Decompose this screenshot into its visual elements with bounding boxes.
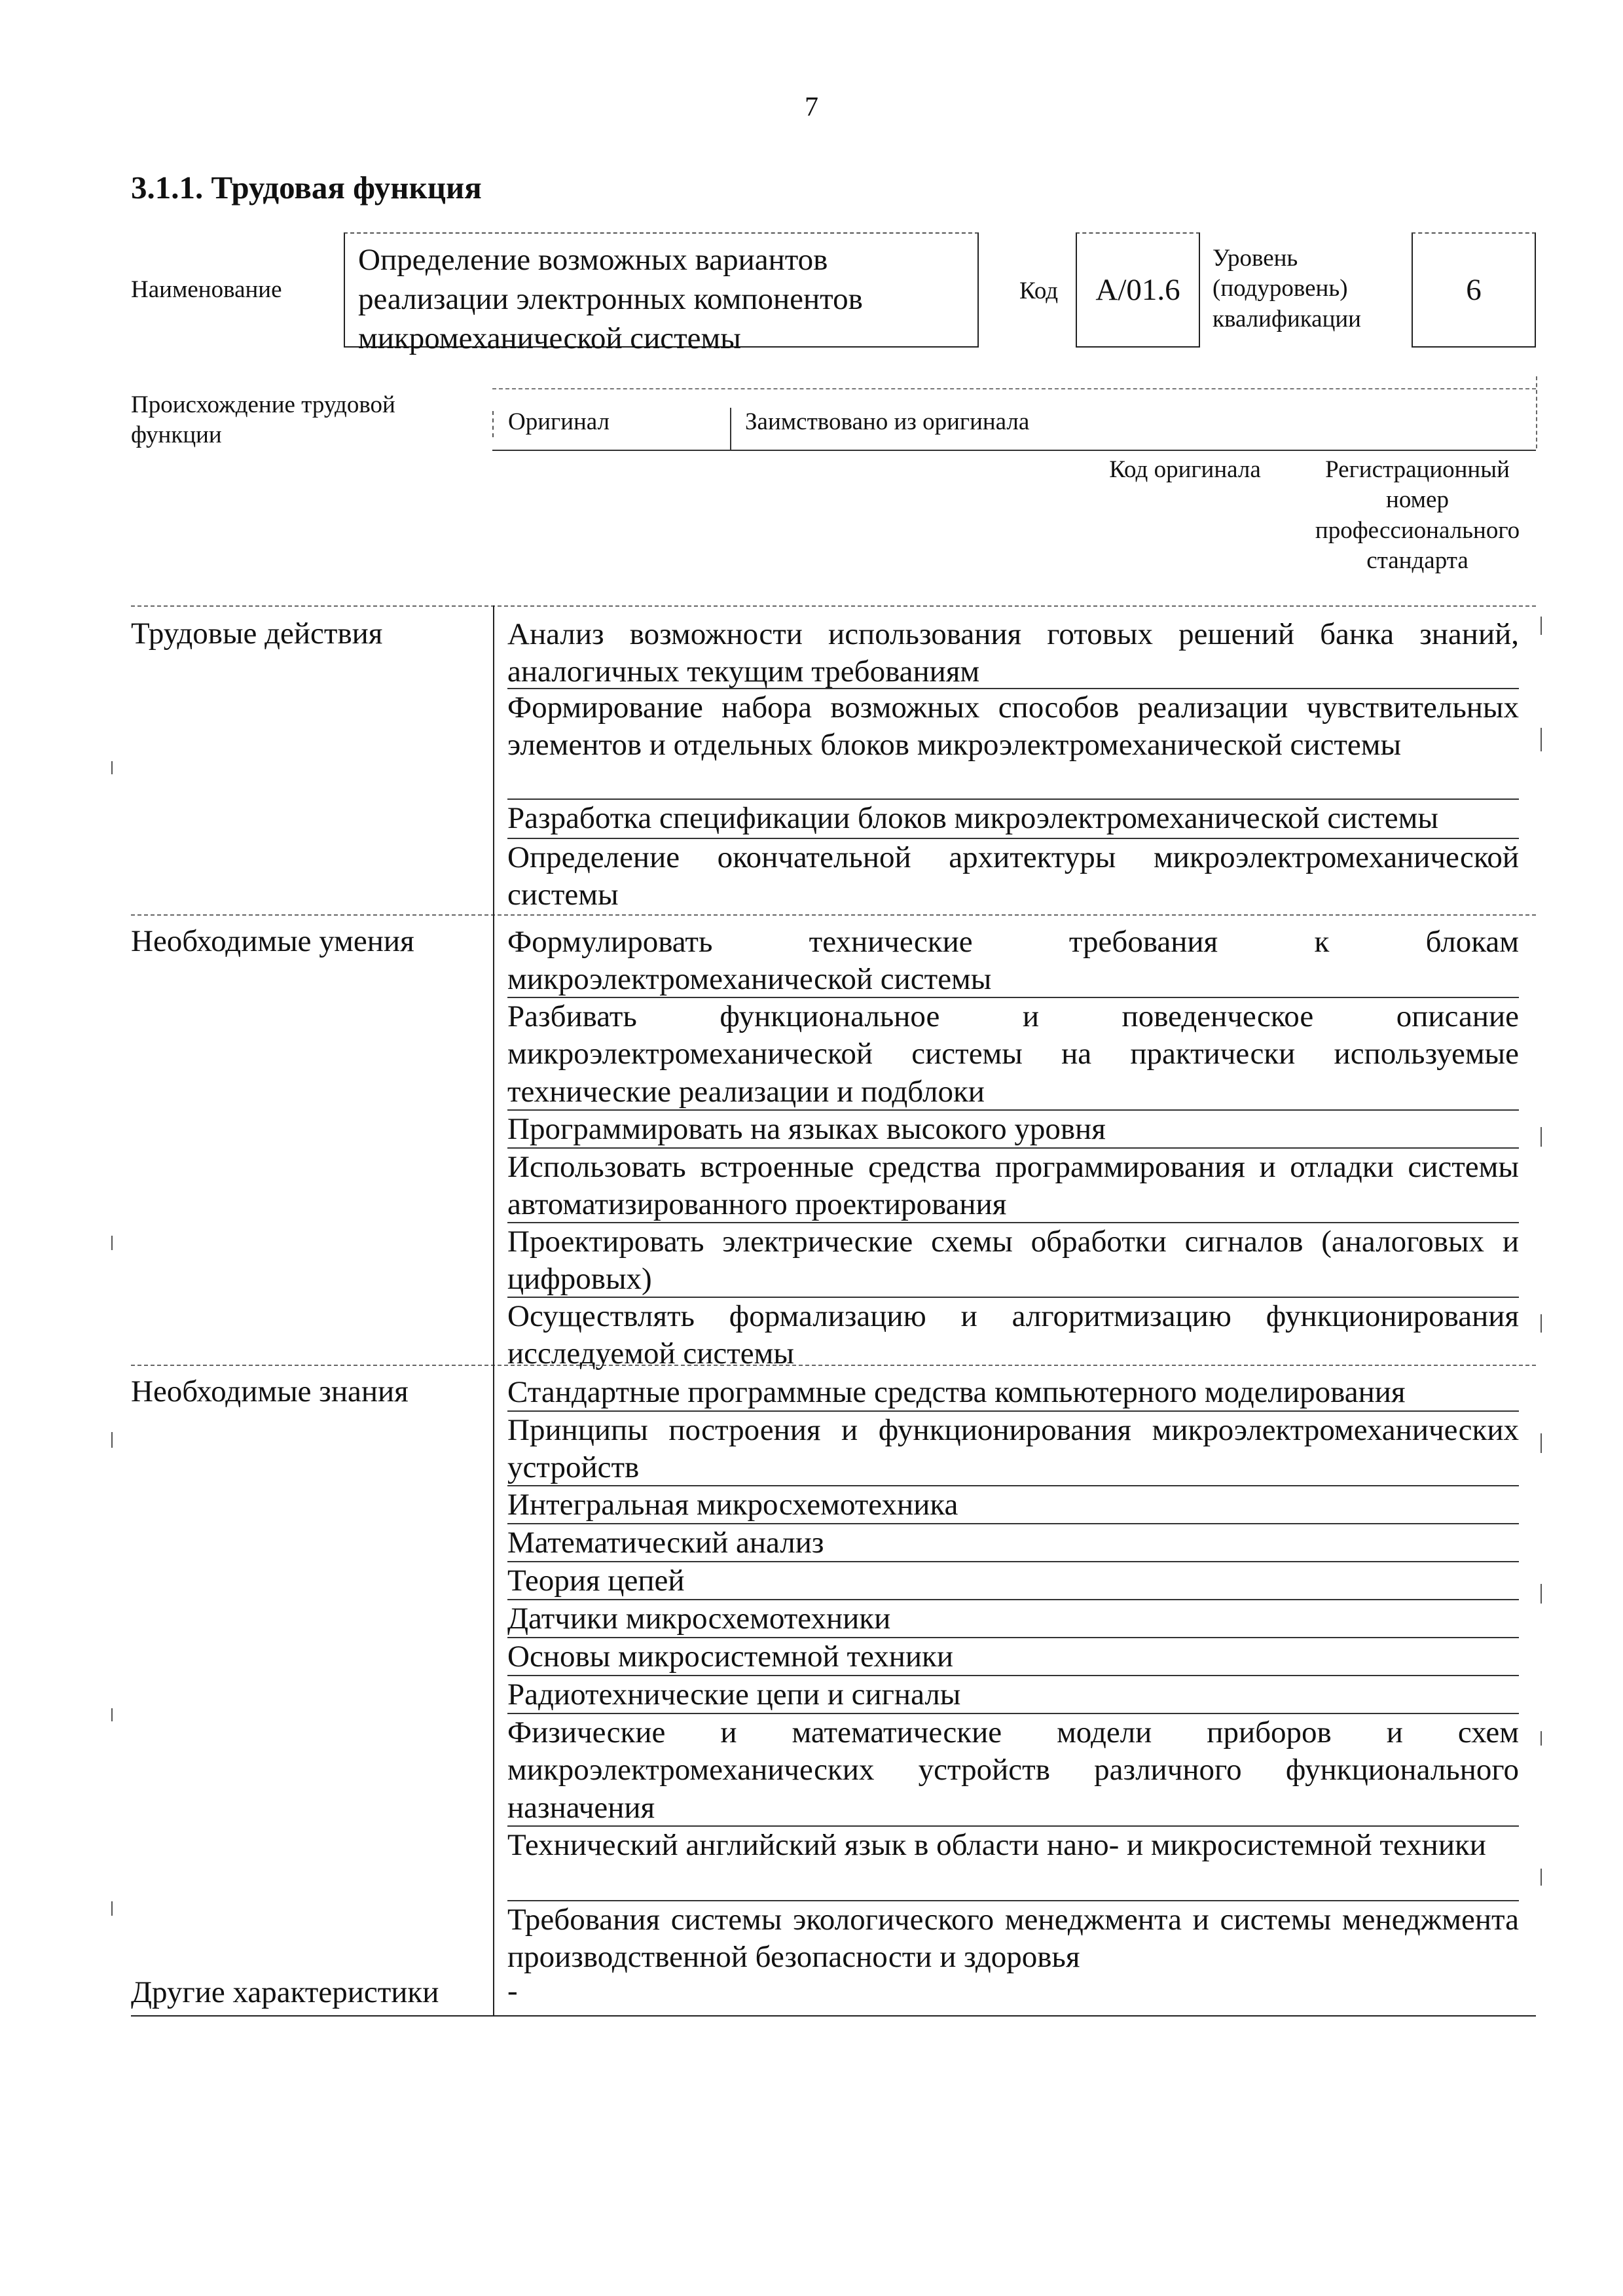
right-margin-scan-mark-2 (1541, 728, 1542, 751)
registration-number-caption: Регистрационный номер профессионального стандарта (1315, 456, 1520, 574)
knowledge-item-2: Принципы построения и функционирования микроэлектромеханических устройств (507, 1413, 1519, 1485)
skills-top-border (131, 914, 1536, 916)
knowledge-top-border (131, 1365, 1536, 1366)
skill-item-2: Разбивать функциональное и поведенческое описание микроэлектромеханической системы на практически используемые технические реализации и подблоки (507, 999, 1519, 1109)
section-title: 3.1.1. Трудовая функция (131, 170, 482, 206)
origin-right-tick (1536, 376, 1537, 448)
left-margin-scan-mark-2 (111, 1236, 113, 1250)
right-margin-scan-mark-8 (1541, 1869, 1542, 1886)
main-table-column-divider (493, 605, 494, 1973)
left-margin-scan-mark-3 (111, 1432, 113, 1448)
skill-item-3: Программировать на языках высокого уровня (507, 1112, 1106, 1146)
page-number: 7 (805, 92, 818, 122)
labor-action-item-1: Анализ возможности использования готовых решений банка знаний, аналогичных текущим требованиям (507, 617, 1519, 689)
labor-action-item-2: Формирование набора возможных способов реализации чувствительных элементов и отдельных блоков микроэлектромеханической системы (507, 691, 1519, 762)
right-margin-scan-mark-3 (1541, 1127, 1542, 1147)
other-characteristics-value: - (507, 1974, 518, 2008)
other-characteristics-divider (493, 1973, 494, 2017)
knowledge-item-8: Радиотехнические цепи и сигналы (507, 1677, 961, 1712)
level-label: Уровень (подуровень) квалификации (1213, 245, 1361, 332)
labor-actions-label: Трудовые действия (131, 617, 383, 651)
knowledge-item-3: Интегральная микросхемотехника (507, 1488, 958, 1522)
skill-item-1: Формулировать технические требования к блокам микроэлектромеханической системы (507, 925, 1519, 997)
knowledge-item-6: Датчики микросхемотехники (507, 1602, 891, 1636)
knowledge-label: Необходимые знания (131, 1374, 409, 1408)
origin-left-tick (492, 411, 494, 437)
right-margin-scan-mark-1 (1541, 617, 1542, 635)
skills-label: Необходимые умения (131, 924, 414, 958)
name-value-box: Определение возможных вариантов реализации электронных компонентов микромеханической системы (344, 232, 979, 348)
left-margin-scan-mark-4 (111, 1708, 113, 1721)
origin-divider (730, 408, 731, 451)
other-characteristics-row (131, 1973, 1536, 2017)
origin-label: Происхождение трудовой функции (131, 391, 395, 449)
right-margin-scan-mark-5 (1541, 1433, 1542, 1453)
name-label: Наименование (131, 276, 282, 303)
knowledge-item-1: Стандартные программные средства компьютерного моделирования (507, 1375, 1406, 1409)
other-characteristics-label: Другие характеристики (131, 1975, 439, 2009)
labor-action-item-3: Разработка спецификации блоков микроэлектромеханической системы (507, 801, 1438, 835)
skill-item-4: Использовать встроенные средства программирования и отладки системы автоматизированного проектирования (507, 1150, 1519, 1222)
code-label: Код (1019, 278, 1059, 304)
left-margin-scan-mark-5 (111, 1901, 113, 1916)
right-margin-scan-mark-4 (1541, 1314, 1542, 1333)
origin-borrowed: Заимствовано из оригинала (745, 408, 1030, 435)
code-value-box: А/01.6 (1076, 232, 1200, 348)
other-characteristics-bottom-border (131, 2015, 1536, 2017)
labor-action-item-4: Определение окончательной архитектуры микроэлектромеханической системы (507, 840, 1519, 912)
right-margin-scan-mark-6 (1541, 1584, 1542, 1604)
right-margin-scan-mark-7 (1541, 1731, 1542, 1746)
knowledge-item-11: Требования системы экологического менеджмента и системы менеджмента производственной безопасности и здоровья (507, 1903, 1519, 1975)
left-margin-scan-mark-1 (111, 761, 113, 774)
level-value-box: 6 (1412, 232, 1536, 348)
knowledge-item-10: Технический английский язык в области нано- и микросистемной техники (507, 1828, 1486, 1862)
knowledge-item-9: Физические и математические модели приборов и схем микроэлектромеханических устройств различного функционального назначения (507, 1715, 1519, 1825)
knowledge-item-5: Теория цепей (507, 1564, 685, 1598)
knowledge-item-4: Математический анализ (507, 1526, 824, 1560)
skill-item-6: Осуществлять формализацию и алгоритмизацию функционирования исследуемой системы (507, 1299, 1519, 1371)
code-original-caption: Код оригинала (1109, 456, 1261, 483)
skill-item-5: Проектировать электрические схемы обработки сигналов (аналоговых и цифровых) (507, 1225, 1519, 1297)
knowledge-item-7: Основы микросистемной техники (507, 1640, 954, 1674)
origin-original: Оригинал (508, 408, 610, 435)
labor-actions-top-border (131, 605, 1536, 607)
